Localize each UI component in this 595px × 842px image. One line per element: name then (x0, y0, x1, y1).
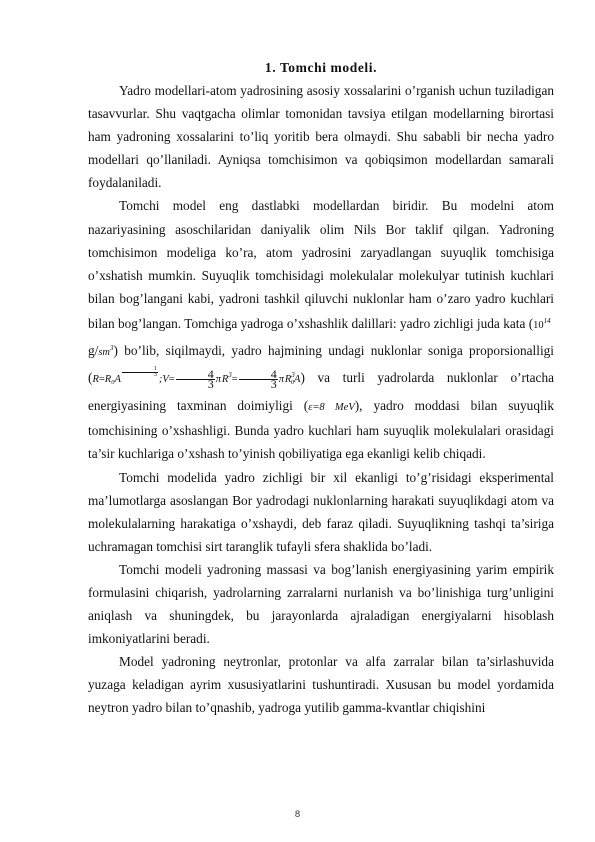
page-number: 8 (294, 809, 301, 820)
radius-volume-formula: $R=R_0A$ $\frac{1}{3}$ ;V= $\frac{4}{3}$ π $R^3=$ $\frac{4}{3}$ π $R^3_0A$ (92, 366, 301, 392)
paragraph-text: ), yadro moddasi bilan suyuqlik tomchisining o’xshashligi. Bunda yadro kuchlari ham suyuqlik molekulalari orasidagi ta’sir kuchlariga o’xshash to’yinish qobiliyatiga ega ekanligi kelib chiqadi. (88, 398, 555, 462)
paragraph-semi-empirical: Tomchi modeli yadroning massasi va bog’lanish energiyasining yarim empirik formulasini chiqarish, yadrolarning zarralarni nurlanish va bo’linishiga turg’unligini aniqlash va shuningdek, bu jarayonlarda ajraladigan energiyalarni hisoblash imkoniyatlarini beradi. (88, 561, 554, 647)
paragraph-text: Tomchi model eng dastlabki modellardan biridir. Bu modelni atom nazariyasining asoschilaridan daniyalik olim Nils Bor taklif qilgan. Yadroning tomchisimon modeliga ko’ra, atom yadrosini zaryadlangan suyuqlik tomchisiga o’xshatish mumkin. Suyuqlik tomchisidagi molekulalar molekulyar tutinish kuchlari bilan bog’langani kabi, yadroni tashkil qiluvchi nuklonlar ham o’zaro yadro kuchlari bilan bog’langan. Tomchiga yadroga o’xshashlik dalillari: yadro zichligi juda kata ( (88, 198, 554, 331)
density-unit: $g/sm^3$ (88, 343, 114, 359)
section-title: 1. Tomchi modeli. (264, 60, 378, 75)
paragraph-density: Tomchi modelida yadro zichligi bir xil ekanligi to’g’risidagi eksperimental ma’lumotlarga asoslangan Bor yadrodagi nuklonlarning harakati suyuqlikdagi atom va molekulalarning harakatiga o’xshaydi, deb faraz qiladi. Suyuqlikning tashqi ta’siriga uchramagan tomchisi sirt taranglik tufayli sfera shaklida bo’ladi. (88, 469, 554, 554)
paragraph-text: ) va turli yadrolarda nuklonlar o’rtacha energiyasining taxminan doimiyligi ( (88, 370, 554, 414)
paragraph-interactions: Model yadroning neytronlar, protonlar va alfa zarralar bilan ta’sirlashuvida yuzaga keladigan ayrim xususiyatlarini tushuntiradi. Xususan bu model yordamida neytron yadro bilan to’qnashib, yadroga yutilib gamma-kvantlar chiqishini (88, 654, 554, 716)
energy-formula: ε=8 MeV (308, 402, 355, 414)
density-value: $10^{14}$ (533, 316, 551, 331)
document-body (88, 79, 554, 720)
paragraph-drop-model (88, 194, 554, 465)
paragraph-intro: Yadro modellari-atom yadrosining asosiy xossalarini o’rganish uchun tuziladigan tasavvurlar. Shu vaqtgacha olimlar tomonidan tavsiya etilgan modellarning birortasi ham yadroning xossalarini to’liq yoritib bera olmaydi. Shu sababli bir necha yadro modellari qo’llaniladi. Ayniqsa tomchisimon va qobiqsimon modellardan samarali foydalaniladi. (88, 83, 554, 191)
paragraph-text: ) bo’lib, siqilmaydi, yadro hajmining undagi nuklonlar soniga proporsionalligi ( (88, 343, 554, 386)
